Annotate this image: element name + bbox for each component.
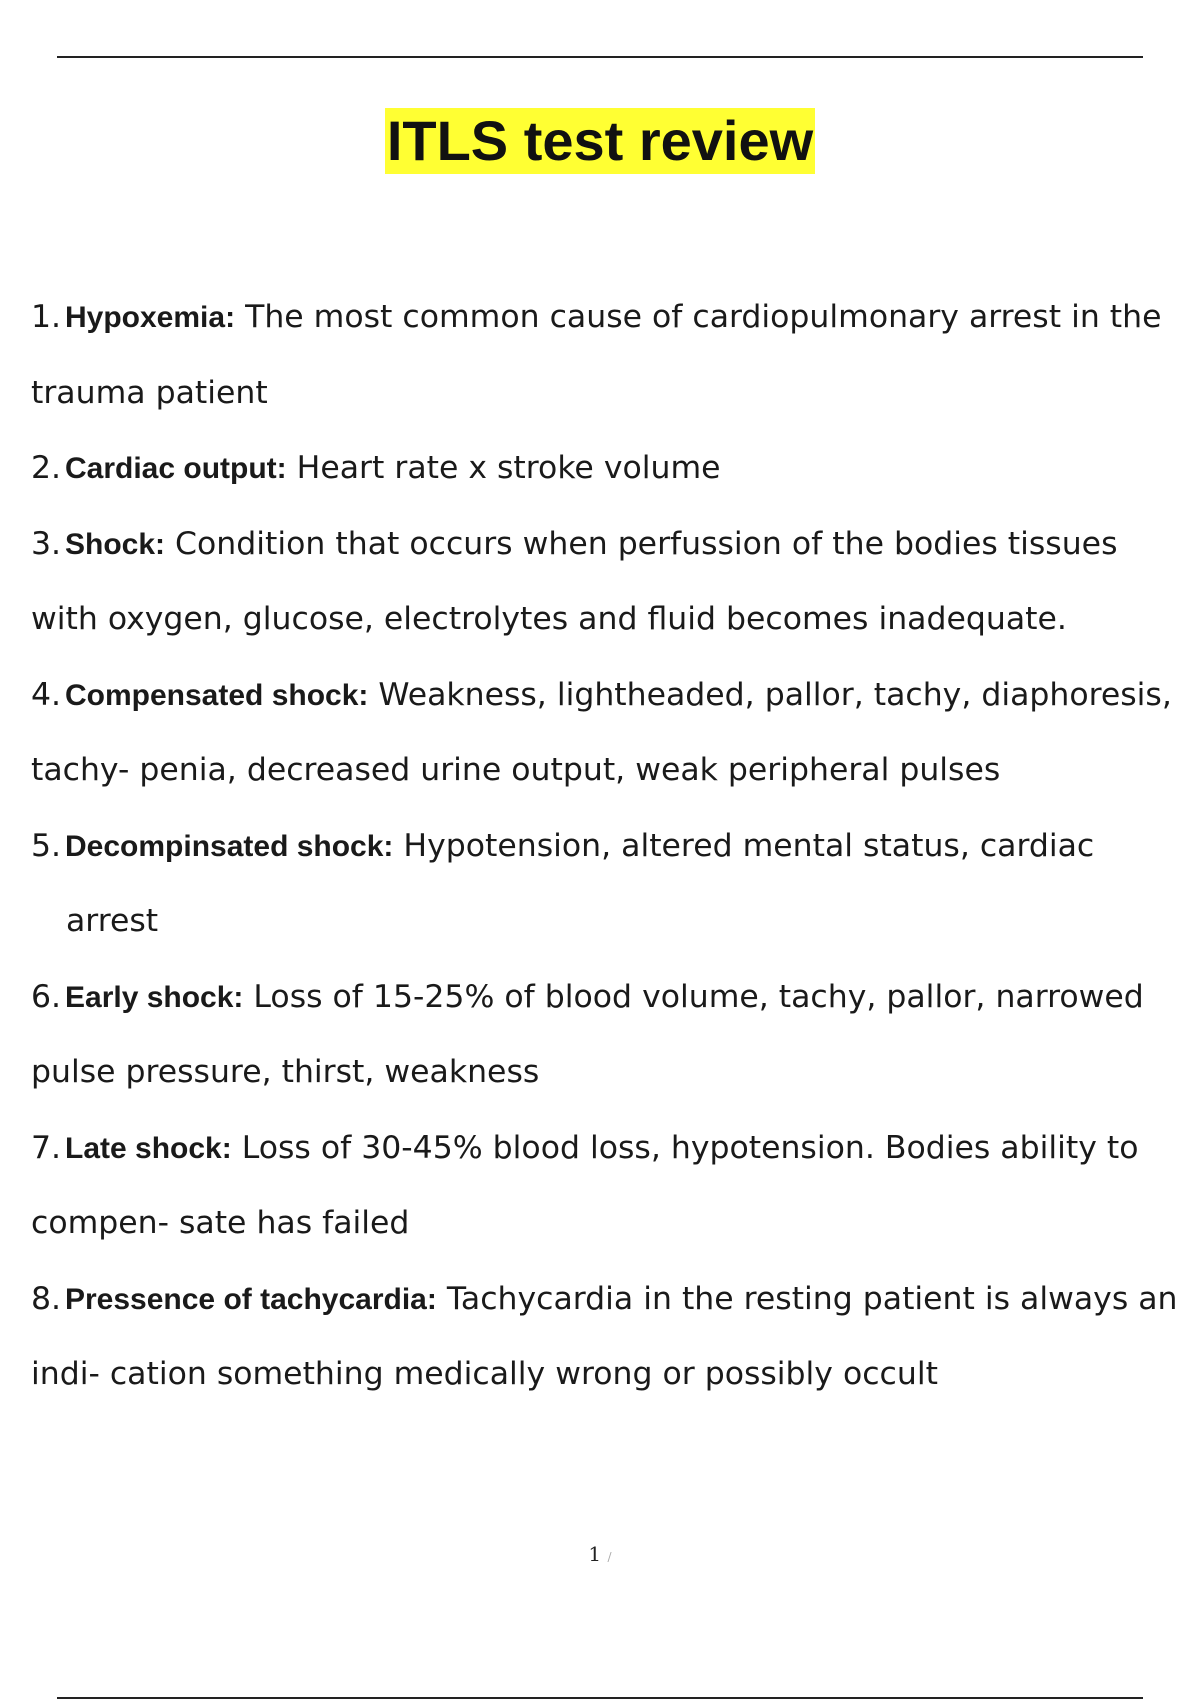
item-definition: Loss of 30-45% blood loss, hypotension. Bodies ability to compen- sate has failed bbox=[31, 1129, 1139, 1241]
review-list bbox=[31, 280, 1181, 1413]
item-term: Late shock: bbox=[65, 1131, 232, 1165]
page-number-value: 1 bbox=[588, 1542, 602, 1566]
item-term: Decompinsated shock: bbox=[65, 829, 394, 863]
page-number-suffix: / bbox=[607, 1550, 612, 1564]
item-number: 5. bbox=[31, 827, 62, 864]
list-item bbox=[31, 507, 1181, 658]
item-number: 8. bbox=[31, 1280, 62, 1317]
list-item bbox=[31, 1111, 1181, 1262]
list-item bbox=[31, 431, 1181, 507]
top-rule bbox=[57, 56, 1143, 58]
item-definition: Condition that occurs when perfussion of the bodies tissues with oxygen, glucose, electrolytes and fluid becomes inadequate. bbox=[31, 525, 1118, 637]
item-number: 7. bbox=[31, 1129, 62, 1166]
item-number: 2. bbox=[31, 450, 62, 486]
list-item bbox=[31, 809, 1181, 960]
item-term: Cardiac output: bbox=[65, 452, 287, 485]
page-number bbox=[0, 1542, 1200, 1566]
item-term: Pressence of tachycardia: bbox=[65, 1282, 437, 1316]
item-number: 6. bbox=[31, 978, 62, 1015]
list-item bbox=[31, 658, 1181, 809]
item-definition: Loss of 15-25% of blood volume, tachy, pallor, narrowed pulse pressure, thirst, weakness bbox=[31, 978, 1144, 1090]
list-item bbox=[31, 960, 1181, 1111]
item-number: 3. bbox=[31, 525, 62, 562]
item-term: Compensated shock: bbox=[65, 678, 369, 712]
bottom-rule bbox=[57, 1697, 1143, 1699]
item-term: Early shock: bbox=[65, 980, 244, 1014]
title-container bbox=[0, 108, 1200, 174]
list-item bbox=[31, 280, 1181, 431]
item-definition: Tachycardia in the resting patient is always an indi- cation something medically wrong or possibly occult bbox=[31, 1280, 1178, 1392]
item-definition: The most common cause of cardiopulmonary arrest in the trauma patient bbox=[31, 299, 1162, 411]
list-item bbox=[31, 1262, 1181, 1413]
item-term: Shock: bbox=[65, 527, 166, 561]
item-definition: Heart rate x stroke volume bbox=[286, 450, 721, 486]
item-definition: Weakness, lightheaded, pallor, tachy, diaphoresis, tachy- penia, decreased urine output, weak peripheral pulses bbox=[31, 676, 1172, 788]
item-number: 4. bbox=[31, 676, 62, 713]
item-number: 1. bbox=[31, 299, 62, 335]
item-term: Hypoxemia: bbox=[65, 301, 236, 334]
page-title: ITLS test review bbox=[386, 109, 814, 172]
item-definition: Hypotension, altered mental status, cardiac bbox=[393, 827, 1095, 864]
item-continuation: arrest bbox=[66, 903, 159, 939]
